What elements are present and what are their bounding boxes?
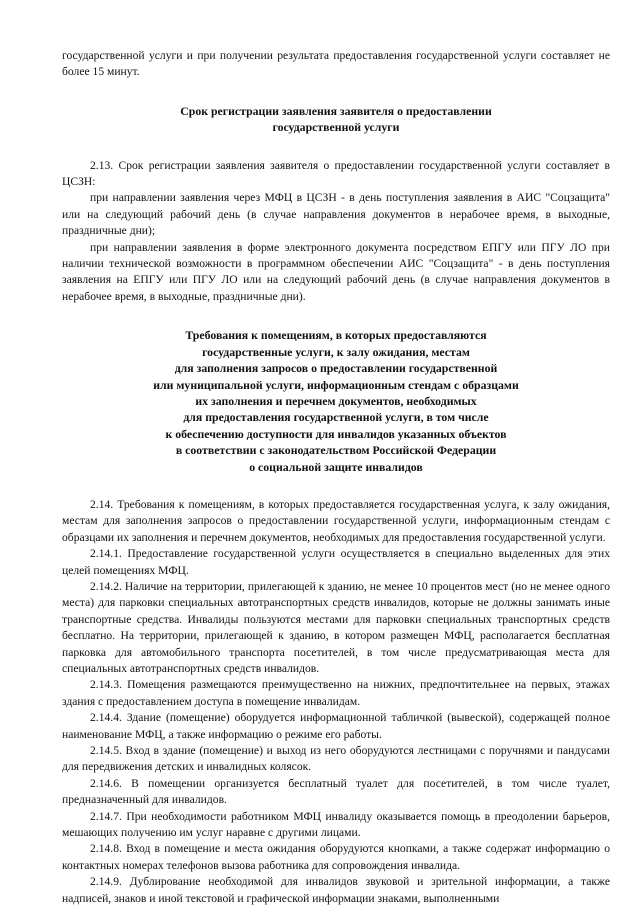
document-page xyxy=(62,48,610,907)
heading-line: их заполнения и перечнем документов, необходимых xyxy=(195,393,477,408)
section-registration-body xyxy=(62,158,610,306)
paragraph-2-14-1: 2.14.1. Предоставление государственной услуги осуществляется в специально выделенных для этих целей помещениях МФЦ. xyxy=(62,547,610,577)
paragraph-2-14-5: 2.14.5. Вход в здание (помещение) и выход из него оборудуются лестницами с поручнями и пандусами для передвижения детских и инвалидных колясок. xyxy=(62,744,610,774)
paragraph-2-14-2: 2.14.2. Наличие на территории, прилегающей к зданию, не менее 10 процентов мест (но не менее одного места) для парковки специальных автотранспортных средств инвалидов, которые не должны занимать иные транспортные средства. Инвалиды пользуются местами для парковки специальных транспортных средств бесплатно. На территории, прилегающей к зданию, в котором размещен МФЦ, располагается бесплатная парковка для автомобильного транспорта посетителей, в том числе предусматривающая места для специальных автотранспортных средств инвалидов. xyxy=(62,579,610,675)
paragraph-2-14-7: 2.14.7. При необходимости работником МФЦ инвалиду оказывается помощь в преодолении барьеров, мешающих получению им услуг наравне с другими лицами. xyxy=(62,809,610,840)
heading-line: государственной услуги xyxy=(272,120,400,135)
heading-line: или муниципальной услуги, информационным стендам с образцами xyxy=(153,377,519,392)
paragraph-electronic-submission: при направлении заявления в форме электронного документа посредством ЕПГУ или ПГУ ЛО при наличии технической возможности в программном обеспечении АИС "Соцзащита" - в день поступления заявления на ЕПГУ или ПГУ ЛО или на следующий рабочий день (в случае направления документов в нерабочее время, в выходные, праздничные дни). xyxy=(62,240,610,303)
heading-line: государственные услуги, к залу ожидания, местам xyxy=(202,344,470,359)
heading-line: для заполнения запросов о предоставлении государственной xyxy=(174,361,498,376)
paragraph-2-14-4: 2.14.4. Здание (помещение) оборудуется информационной табличкой (вывеской), содержащей полное наименование МФЦ, а также информацию о режиме его работы. xyxy=(62,711,610,741)
heading-line: Срок регистрации заявления заявителя о предоставлении xyxy=(180,103,492,118)
heading-line: Требования к помещениям, в которых предоставляются xyxy=(185,328,487,343)
heading-line: к обеспечению доступности для инвалидов указанных объектов xyxy=(165,426,507,441)
paragraph-2-14-6: 2.14.6. В помещении организуется бесплатный туалет для посетителей, в том числе туалет, предназначенный для инвалидов. xyxy=(62,776,610,807)
section-registration-heading xyxy=(62,103,610,136)
paragraph-2-14-3: 2.14.3. Помещения размещаются преимущественно на нижних, предпочтительнее на первых, этажах здания с предоставлением доступа в помещение инвалидам. xyxy=(62,678,610,708)
section-premises-body xyxy=(62,497,610,907)
paragraph-mfc-submission: при направлении заявления через МФЦ в ЦСЗН - в день поступления заявления в АИС "Соцзащита" или на следующий рабочий день (в случае направления документов в нерабочее время, в выходные, праздничные дни); xyxy=(62,191,610,238)
paragraph-2-14-8: 2.14.8. Вход в помещение и места ожидания оборудуются кнопками, а также содержат информацию о контактных номерах телефонов вызова работника для сопровождения инвалида. xyxy=(62,842,610,872)
paragraph-2-14: 2.14. Требования к помещениям, в которых предоставляется государственная услуга, к залу ожидания, местам для заполнения запросов о предоставлении государственной услуги, информационным стендам с образцами их заполнения и перечнем документов, необходимых для предоставления государственной услуги. xyxy=(62,497,610,544)
section-premises-heading xyxy=(62,327,610,475)
heading-line: в соответствии с законодательством Российской Федерации xyxy=(175,443,497,458)
heading-line: для предоставления государственной услуги, в том числе xyxy=(183,410,489,425)
paragraph-2-14-9: 2.14.9. Дублирование необходимой для инвалидов звуковой и зрительной информации, а также надписей, знаков и иной текстовой и графической информации знаками, выполненными xyxy=(62,875,610,905)
paragraph-2-13: 2.13. Срок регистрации заявления заявителя о предоставлении государственной услуги составляет в ЦСЗН: xyxy=(62,158,610,189)
heading-line: о социальной защите инвалидов xyxy=(249,459,423,474)
intro-paragraph: государственной услуги и при получении результата предоставления государственной услуги составляет не более 15 минут. xyxy=(62,49,610,79)
